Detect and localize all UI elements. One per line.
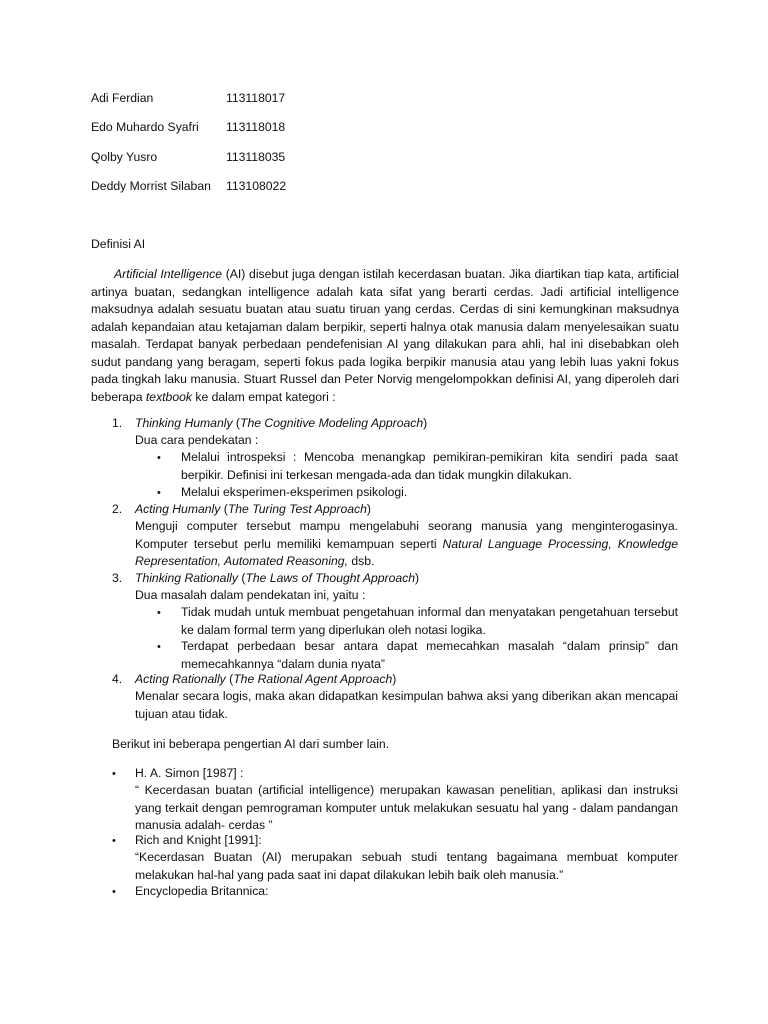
category-tail: dsb. (347, 554, 375, 568)
author-row (91, 119, 341, 148)
author-name: Deddy Morrist Silaban (91, 178, 211, 193)
paren-close: ) (366, 502, 371, 516)
paren-open: ( (237, 571, 246, 585)
bullet-icon: • (112, 886, 116, 898)
category-approach: The Laws of Thought Approach (245, 571, 416, 585)
bullet-icon: • (157, 641, 161, 653)
paren-close: ) (392, 672, 397, 686)
category-approach: The Cognitive Modeling Approach (240, 416, 424, 430)
bullet-text: Melalui eksperimen-eksperimen psikologi. (181, 485, 408, 499)
category-name: Acting Rationally (135, 672, 226, 686)
author-row (91, 149, 341, 178)
category-italic: Natural Language Processing, Knowledge Representation, Automated Reasoning, (135, 536, 678, 568)
bullet-icon: • (112, 768, 116, 780)
source-name: H. A. Simon [1987] : (135, 766, 244, 780)
source-name: Rich and Knight [1991]: (135, 833, 262, 847)
category-name: Acting Humanly (135, 502, 221, 516)
paren-open: ( (232, 416, 240, 430)
bullet-text: Tidak mudah untuk membuat pengetahuan informal dan menyatakan pengetahuan tersebut ke dalam formal term yang diperlukan oleh notasi logika. (181, 605, 678, 637)
paren-close: ) (415, 571, 420, 585)
author-row (91, 178, 341, 207)
sources-intro: Berikut ini beberapa pengertian AI dari sumber lain. (112, 737, 390, 751)
category-subtitle: Dua masalah dalam pendekatan ini, yaitu : (135, 588, 366, 602)
bullet-text: Terdapat perbedaan besar antara dapat memecahkan masalah “dalam prinsip” dan memecahkannya “dalam dunia nyata” (181, 639, 678, 671)
list-number: 4. (112, 672, 123, 686)
paren-close: ) (423, 416, 428, 430)
category-approach: The Turing Test Approach (227, 502, 367, 516)
list-number: 3. (112, 571, 123, 585)
author-nim: 113118017 (226, 91, 286, 105)
intro-paragraph (91, 266, 679, 406)
author-nim: 113118035 (226, 149, 286, 164)
intro-text-1: (AI) disebut juga dengan istilah kecerdasan buatan. Jika diartikan tiap kata, artificial artinya buatan, sedangkan intelligence adalah kata sifat yang berarti cerdas. Jadi artificial intelligence maksudnya adalah sesuatu buatan atau suatu tiruan yang cerdas. Cerdas di sini kemungkinan maksudnya adalah kepandaian atau ketajaman dalam berpikir, seperti halnya otak manusia dalam menyelesaikan suatu masalah. Terdapat banyak perbedaan pendefenisian AI yang dilakukan para ahli, hal ini disebabkan oleh sudut pandang yang beragam, seperti fokus pada logika berpikir manusia atau yang lebih luas yakni fokus pada tingkah laku manusia. Stuart Russel dan Peter Norvig mengelompokkan definisi AI, yang diperoleh dari beberapa (91, 267, 679, 404)
author-name: Adi Ferdian (91, 91, 154, 105)
intro-term: Artificial Intelligence (114, 267, 223, 281)
author-name: Qolby Yusro (91, 149, 158, 164)
category-title (135, 570, 680, 588)
category-description (135, 518, 678, 571)
category-subtitle: Dua cara pendekatan : (135, 433, 259, 447)
paren-open: ( (220, 502, 228, 516)
author-list (91, 90, 341, 207)
section-heading: Definisi AI (91, 237, 146, 251)
category-title (135, 415, 680, 433)
source-quote: “ Kecerdasan buatan (artificial intelligence) merupakan kawasan penelitian, aplikasi dan instruksi yang terkait dengan pemrograman komputer untuk melakukan sesuatu hal yang - dalam pandangan manusia adalah- cerdas ” (135, 783, 678, 832)
category-description: Menalar secara logis, maka akan didapatkan kesimpulan bahwa aksi yang diberikan akan mencapai tujuan atau tidak. (135, 689, 678, 721)
bullet-icon: • (112, 835, 116, 847)
author-nim: 113118018 (226, 120, 286, 135)
source-quote: “Kecerdasan Buatan (AI) merupakan sebuah studi tentang bagaimana membuat komputer melakukan hal-hal yang pada saat ini dapat dilakukan lebih baik oleh manusia.” (135, 850, 678, 882)
intro-textbook: textbook (145, 389, 192, 404)
list-number: 1. (112, 416, 123, 430)
bullet-text: Melalui introspeksi : Mencoba menangkap pemikiran-pemikiran kita sendiri pada saat berpikir. Definisi ini terkesan mengada-ada dan tidak mungkin dilakukan. (181, 450, 678, 482)
author-name: Edo Muhardo Syafri (91, 120, 199, 135)
bullet-icon: • (157, 607, 161, 619)
author-row (91, 90, 341, 119)
category-name: Thinking Rationally (135, 571, 238, 585)
bullet-icon: • (157, 452, 161, 464)
bullet-icon: • (157, 487, 161, 499)
source-name: Encyclopedia Britannica: (135, 884, 269, 898)
category-text: Menguji computer tersebut mampu mengelabuhi seorang manusia yang menginterogasinya. Komputer tersebut perlu memiliki kemampuan seperti (135, 519, 678, 551)
intro-text-2: ke dalam empat kategori : (191, 389, 336, 404)
author-nim: 113108022 (226, 178, 287, 193)
category-name: Thinking Humanly (135, 416, 233, 430)
paren-open: ( (225, 672, 234, 686)
category-title (135, 501, 680, 519)
list-number: 2. (112, 502, 123, 516)
category-approach: The Rational Agent Approach (233, 672, 393, 686)
category-title (135, 671, 680, 689)
